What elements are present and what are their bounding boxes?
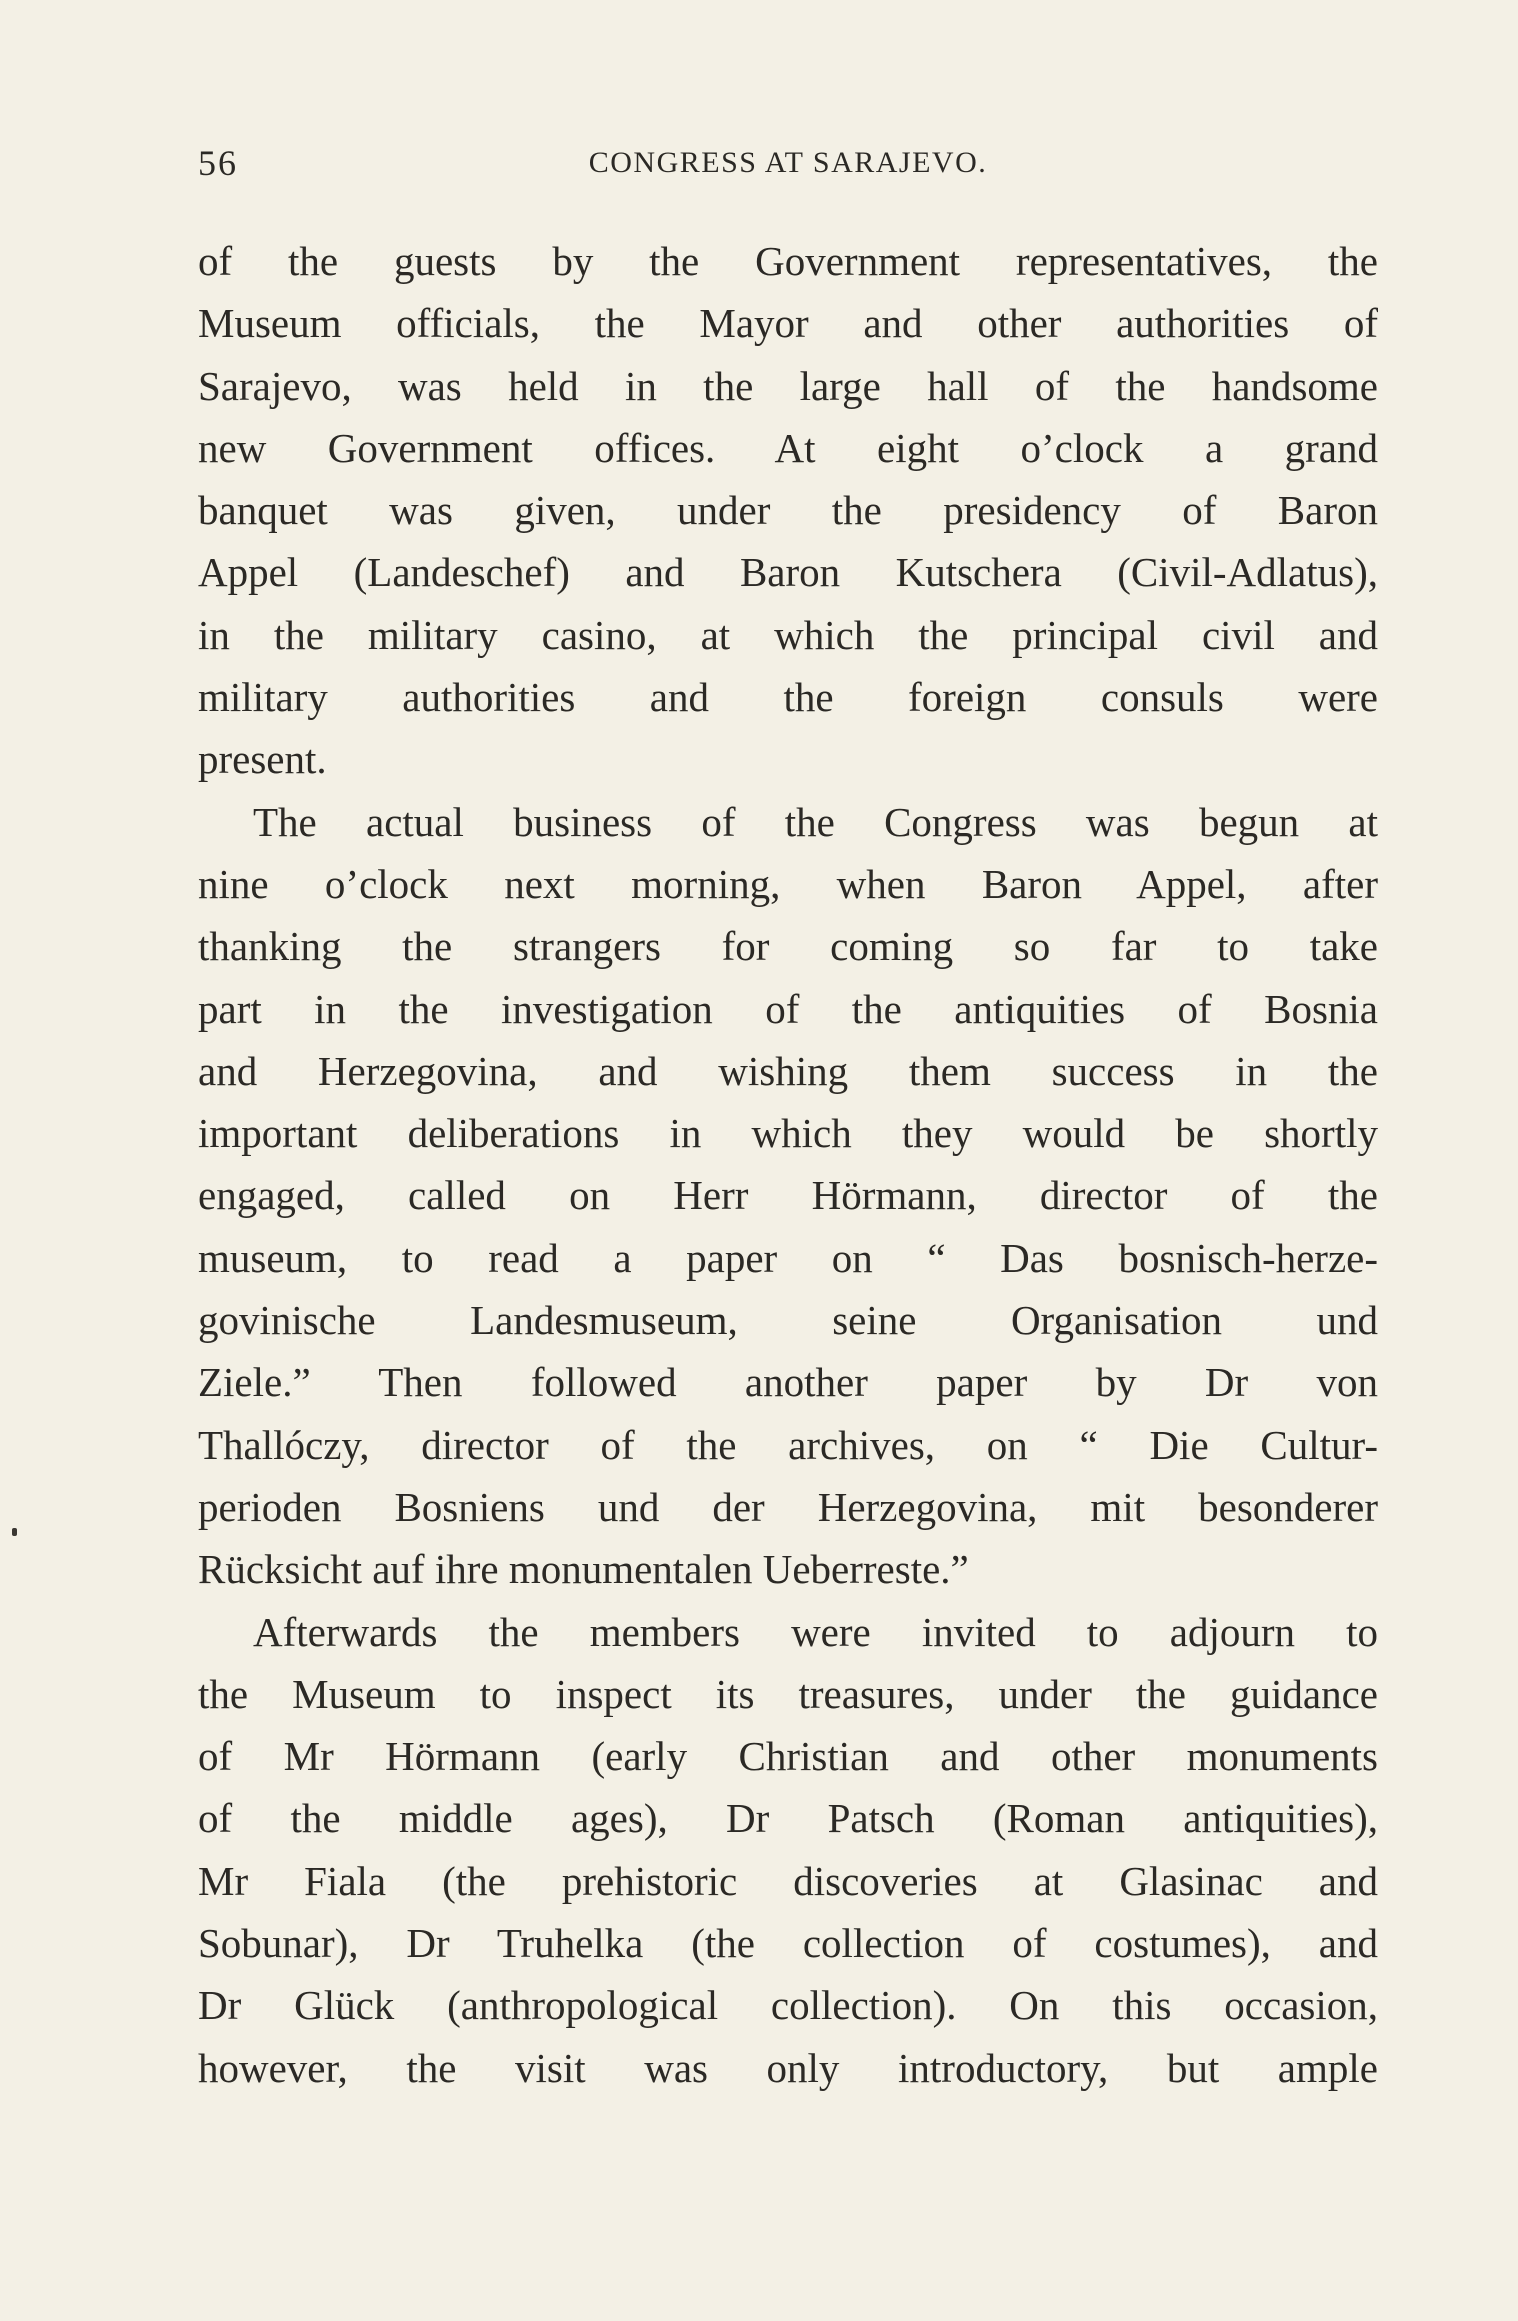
text-line: perioden Bosniens und der Herzegovina, mit besonderer: [198, 1483, 1378, 1530]
text-line: thanking the strangers for coming so far to take: [198, 923, 1378, 970]
text-line: Museum officials, the Mayor and other authorities of: [198, 300, 1378, 347]
text-line: govinische Landesmuseum, seine Organisation und: [198, 1297, 1378, 1344]
running-head: [198, 138, 1378, 188]
paragraph-2: [198, 791, 1378, 1601]
text-line: present.: [198, 736, 327, 783]
text-line: however, the visit was only introductory, but ample: [198, 2044, 1378, 2091]
text-line: part in the investigation of the antiquities of Bosnia: [198, 985, 1378, 1032]
text-line: Ziele.” Then followed another paper by Dr von: [198, 1359, 1378, 1406]
text-line: Appel (Landeschef) and Baron Kutschera (Civil-Adlatus),: [198, 549, 1378, 596]
text-line: the Museum to inspect its treasures, under the guidance: [198, 1670, 1378, 1717]
text-line: nine o’clock next morning, when Baron Appel, after: [198, 860, 1378, 907]
text-line: Afterwards the members were invited to adjourn to: [253, 1608, 1378, 1655]
text-line: Sobunar), Dr Truhelka (the collection of costumes), and: [198, 1920, 1378, 1967]
text-line: in the military casino, at which the principal civil and: [198, 611, 1378, 658]
text-line: of Mr Hörmann (early Christian and other monuments: [198, 1733, 1378, 1780]
text-line: military authorities and the foreign consuls were: [198, 674, 1378, 721]
text-line: Mr Fiala (the prehistoric discoveries at Glasinac and: [198, 1857, 1378, 1904]
page-number: 56: [198, 143, 238, 183]
text-line: Sarajevo, was held in the large hall of the handsome: [198, 362, 1378, 409]
ink-speck: [12, 1528, 17, 1536]
text-line: and Herzegovina, and wishing them success in the: [198, 1047, 1378, 1094]
paragraph-3: [198, 1601, 1378, 2099]
text-line: museum, to read a paper on “ Das bosnisch-herze-: [198, 1234, 1378, 1281]
running-title: CONGRESS AT SARAJEVO.: [588, 146, 988, 179]
text-line: of the guests by the Government representatives, the: [198, 238, 1378, 284]
text-line: Rücksicht auf ihre monumentalen Ueberreste.”: [198, 1546, 969, 1593]
text-line: Thallóczy, director of the archives, on “ Die Cultur-: [198, 1421, 1378, 1468]
body-text: [198, 230, 1378, 2099]
text-line: engaged, called on Herr Hörmann, director of the: [198, 1172, 1378, 1219]
text-line: The actual business of the Congress was begun at: [253, 798, 1378, 845]
text-line: new Government offices. At eight o’clock a grand: [198, 424, 1378, 471]
paragraph-1: [198, 230, 1378, 791]
text-line: important deliberations in which they would be shortly: [198, 1110, 1378, 1157]
text-line: of the middle ages), Dr Patsch (Roman antiquities),: [198, 1795, 1378, 1842]
text-line: Dr Glück (anthropological collection). On this occasion,: [198, 1982, 1378, 2029]
text-line: banquet was given, under the presidency of Baron: [198, 487, 1378, 534]
